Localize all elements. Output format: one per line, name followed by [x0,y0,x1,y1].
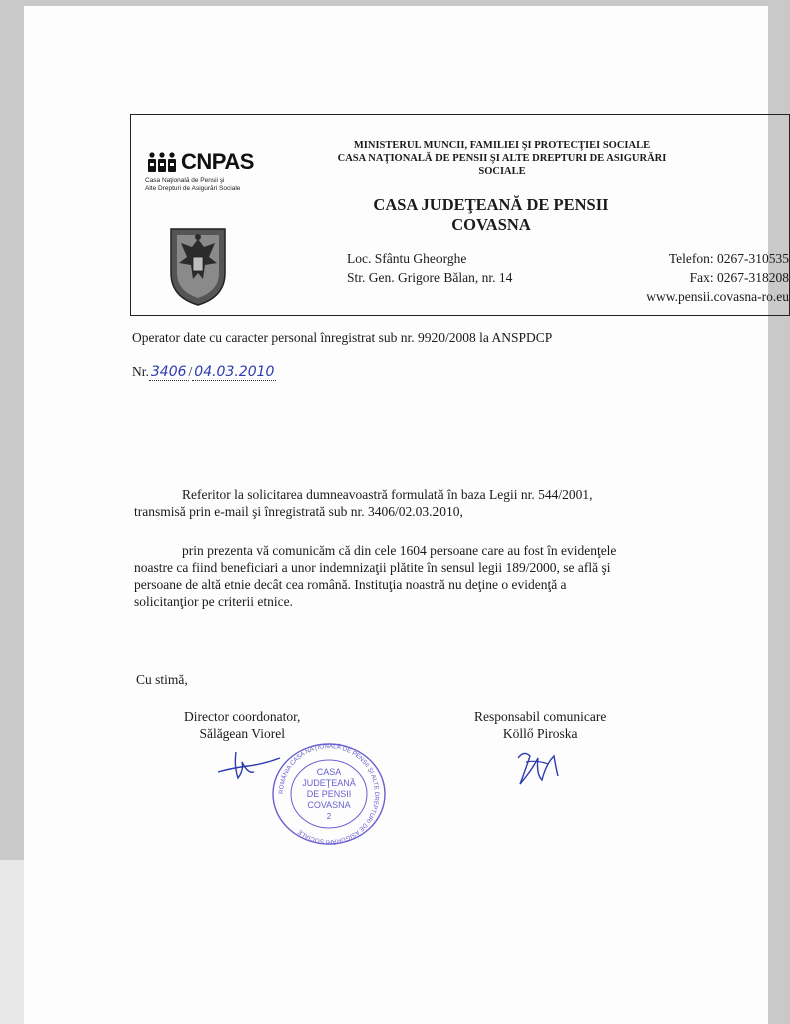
operator-notice: Operator date cu caracter personal înregistrat sub nr. 9920/2008 la ANSPDCP [132,330,553,345]
logo-wordmark: CNPAS [181,149,254,174]
registration-number: Nr. 3406 / 04.03.2010 [132,364,275,380]
official-stamp [270,742,388,846]
scanner-edge [0,860,24,1024]
people-group-icon [145,151,179,173]
address: Loc. Sfântu Gheorghe Str. Gen. Grigore Bălan, nr. 14 [347,251,513,285]
fax: Fax: 0267-318208 [689,270,789,285]
svg-text:JUDEŢEANĂ: JUDEŢEANĂ [302,778,356,788]
letterhead [130,114,790,316]
signatory-director: Director coordonator, Sălăgean Viorel [184,709,301,741]
institution-title: CASA JUDEŢEANĂ DE PENSII COVASNA [373,195,609,234]
paragraph-reference: Referitor la solicitarea dumneavoastră formulată în baza Legii nr. 544/2001, transmisă prin e-mail şi înregistrată sub nr. 3406/02.03.2010, [134,487,593,519]
phone: Telefon: 0267-310535 [668,251,789,266]
website: www.pensii.covasna-ro.eu [646,289,789,304]
communication-signature [510,744,570,792]
coat-of-arms-icon [167,223,229,307]
svg-text:CASA: CASA [316,767,342,777]
stamp-ring-text: ROMÂNIA CASA NAŢIONALĂ DE PENSII ŞI ALTE DREPTURI DE ASIGURĂRI SOCIALE [277,742,381,846]
logo-subtitle: Casa Naţională de Pensii şi Alte Drepturi de Asigurări Sociale [145,177,241,192]
cnpas-logo [145,149,265,193]
ministry-header: MINISTERUL MUNCII, FAMILIEI ŞI PROTECŢIEI SOCIALE CASA NAŢIONALĂ DE PENSII ŞI ALTE DREPTURI DE ASIGURĂRI SOCIALE [337,140,667,177]
signatory-communication: Responsabil comunicare Köllő Piroska [474,709,607,741]
paragraph-response: prin prezenta vă comunicăm că din cele 1604 persoane care au fost în evidenţele noastre ca fiind beneficiari a unor indemnizaţii plătite în sensul legii 189/2000, se află şi persoane de altă etnie decât cea română. Instituţia noastră nu deţine o evidenţă a solicitanţior pe criterii etnice. [134,543,617,609]
handwritten-date: 04.03.2010 [194,364,275,380]
svg-text:DE PENSII: DE PENSII [306,789,352,799]
svg-text:COVASNA: COVASNA [307,800,351,810]
closing-salutation: Cu stimă, [136,672,188,687]
handwritten-number: 3406 [150,364,187,380]
contact-info [646,249,789,306]
svg-text:2: 2 [326,812,332,821]
